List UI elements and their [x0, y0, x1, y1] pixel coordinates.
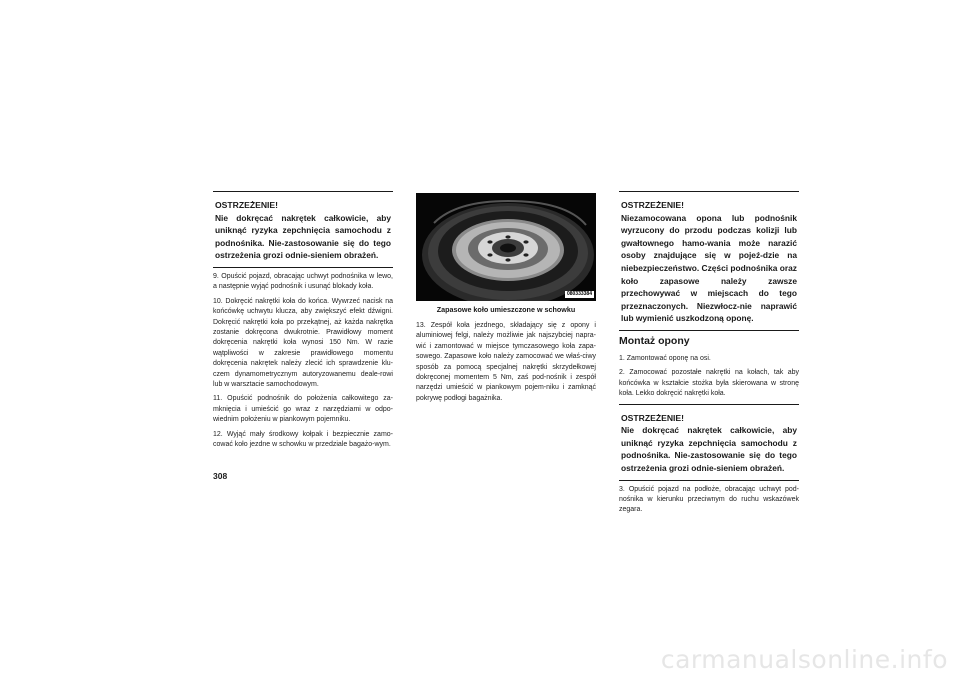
column-right [619, 191, 799, 520]
page-number: 308 [213, 471, 228, 481]
warning-text-1: Niezamocowana opona lub podnośnik wyrzucony do przodu podczas kolizji lub gwałtownego hamo-wania może narazić osoby znajdujące się w pojeź-dzie na niebezpieczeństwo. Części podnośnika oraz koło zapasowe należy zawsze przechowywać w miejscach do tego przeznaczonych. Niezwłocz-nie naprawić lub wymienić uszkodzoną oponę. [621, 212, 797, 324]
warning-text: Nie dokręcać nakrętek całkowicie, aby uniknąć ryzyka zepchnięcia samochodu z podnośnika. Nie-zastosowanie się do tego ostrzeżenia grozi odnie-sieniem obrażeń. [215, 212, 391, 261]
step-13: 13. Zespół koła jezdnego, składający się z opony i aluminiowej felgi, należy możliwie jak najszybciej napra-wić i zamontować w miejsce tymczasowego koła zapa-sowego. Zapasowe koło należy zamocować we właś-ciwy sposób za pomocą specjalnej nakrętki skrzydełkowej dokręconej momentem 5 Nm, zaś pod-nośnik i zespół narzędzi umieścić w piankowym pojem-niku i zamknąć pokrywę podłogi bagażnika. [416, 322, 596, 402]
mount-step-1: 1. Zamontować oponę na osi. [619, 354, 711, 362]
warning-box-1 [619, 191, 799, 331]
warning-title-2: OSTRZEŻENIE! [621, 412, 685, 423]
warning-box [213, 191, 393, 268]
mount-step-2: 2. Zamocować pozostałe nakrętki na kołach, tak aby końcówka w kształcie stożka była skierowana w stronę koła. Lekko dokręcić nakrętki koła. [619, 369, 799, 398]
step-10: 10. Dokręcić nakrętki koła do końca. Wywrzeć nacisk na końcówkę uchwytu klucza, aby zwiększyć efekt dźwigni. Dokręcić nakrętki koła po przekątnej, aż każda nakrętka zostanie dokręcona dwukrotnie. Prawidłowy moment dokręcenia nakrętki koła wynosi 150 Nm. W razie wątpliwości w zakresie prawidłowego momentu dokręcenia nakrętek należy zlecić ich sprawdzenie klu-czem dynamometrycznym autoryzowanemu deale-rowi lub w warsztacie samochodowym. [213, 297, 393, 389]
watermark[interactable]: carmanualsonline.info [660, 645, 948, 674]
spare-wheel-photo [416, 193, 596, 301]
figure-caption: Zapasowe koło umieszczone w schowku [436, 305, 576, 314]
step-12: 12. Wyjąć mały środkowy kołpak i bezpiecznie zamo-cować koło jezdne w schowku w przedziale bagażo-wym. [213, 430, 393, 449]
warning-box-2 [619, 404, 799, 481]
spare-wheel-illustration [416, 193, 596, 301]
step-11: 11. Opuścić podnośnik do położenia całkowitego za-mknięcia i umieścić go wraz z narzędziami w odpo-wiednim położeniu w piankowym pojemniku. [213, 395, 393, 424]
figure-code: 080333384 [566, 291, 592, 297]
warning-text-2: Nie dokręcać nakrętek całkowicie, aby uniknąć ryzyka zepchnięcia samochodu z podnośnika. Nie-zastosowanie się do tego ostrzeżenia grozi odnie-sieniem obrażeń. [621, 425, 797, 473]
warning-title: OSTRZEŻENIE! [215, 200, 279, 210]
section-heading: Montaż opony [619, 334, 690, 347]
mount-step-3: 3. Opuścić pojazd na podłoże, obracając uchwyt pod-nośnika w kierunku przeciwnym do ruchu wskazówek zegara. [619, 485, 799, 514]
column-left [213, 191, 393, 454]
step-9: 9. Opuścić pojazd, obracając uchwyt podnośnika w lewo, a następnie wyjąć podnośnik i usunąć blokady koła. [213, 272, 393, 291]
warning-title-1: OSTRZEŻENIE! [621, 200, 685, 210]
column-middle [416, 191, 596, 408]
